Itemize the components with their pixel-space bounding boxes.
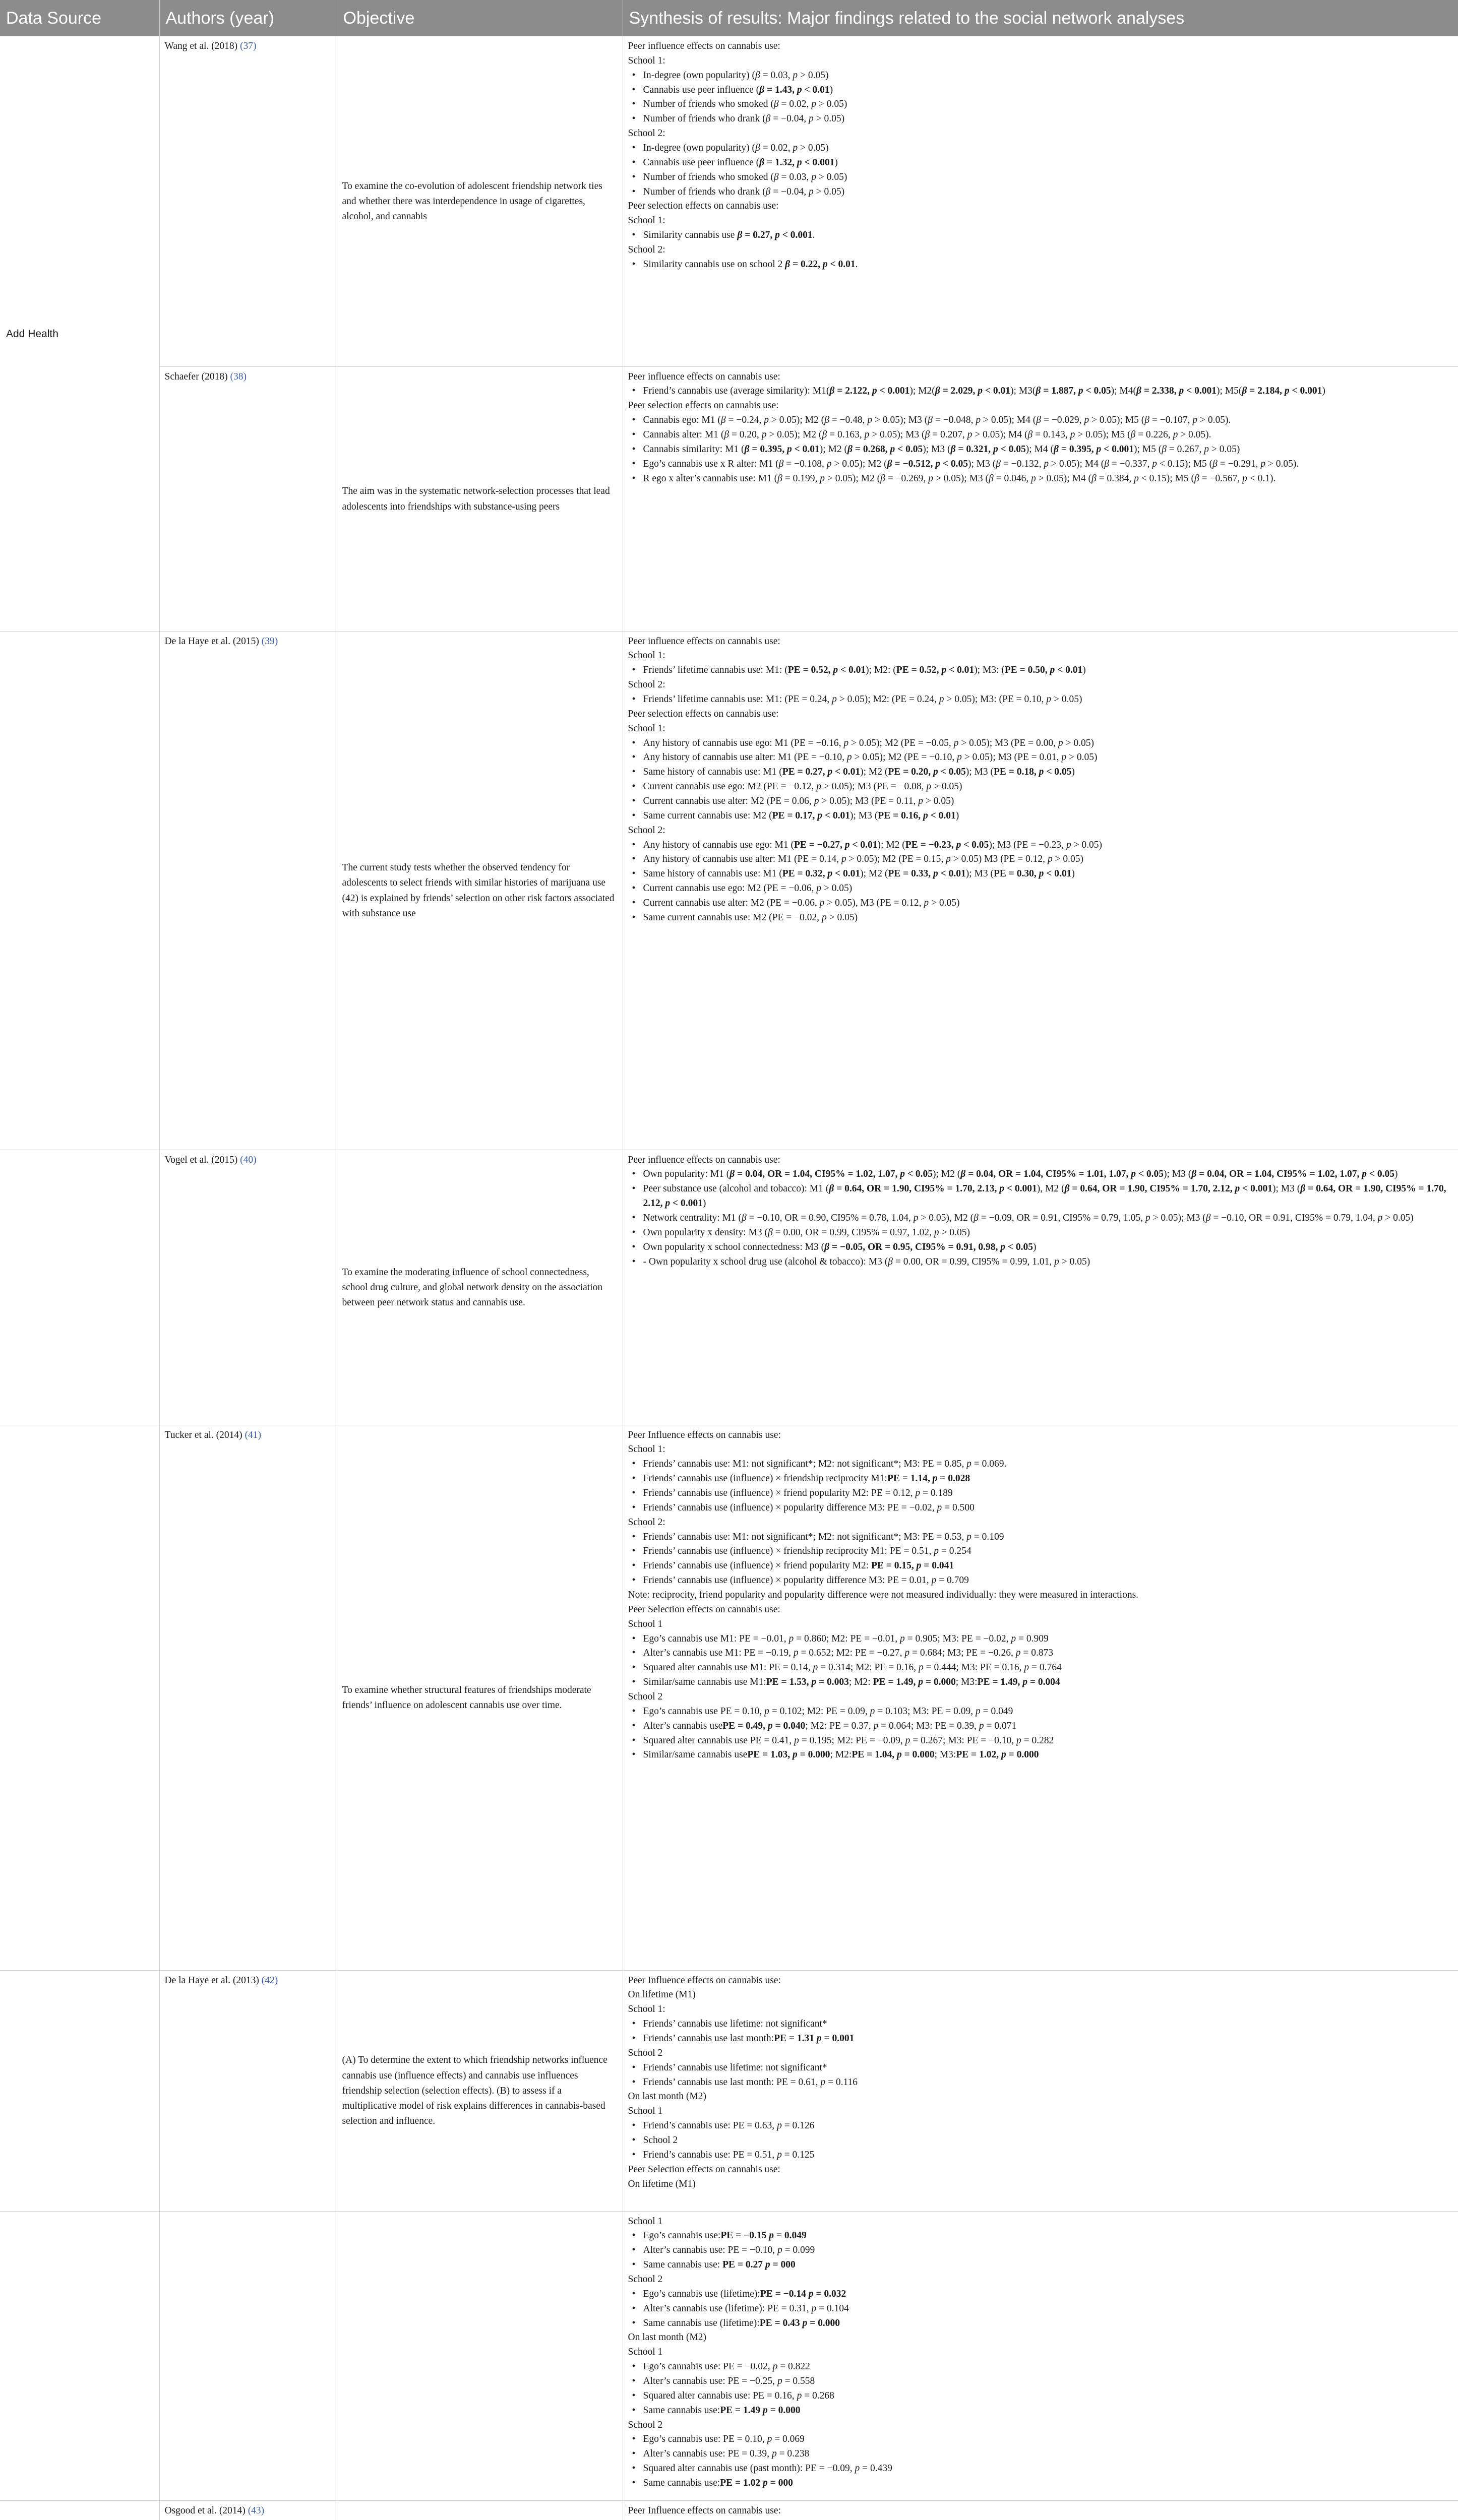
synthesis-cell bbox=[623, 2500, 1458, 2520]
finding-bullet: • Friend’s cannabis use (average similarity): M1(β = 2.122, p < 0.001); M2(β = 2.029, p < 0.01); M3(β = 1.887, p < 0.05); M4(β = 2.338, p < 0.001); M5(β = 2.184, p < 0.001) bbox=[628, 384, 1453, 399]
finding-bullet: • Same history of cannabis use: M1 (PE = 0.27, p < 0.01); M2 (PE = 0.20, p < 0.05); M3 (PE = 0.18, p < 0.05) bbox=[628, 765, 1453, 780]
author-name: De la Haye et al. (2013) bbox=[164, 1975, 259, 1986]
reference-link[interactable]: (39) bbox=[261, 636, 278, 647]
author-cell bbox=[159, 2211, 337, 2500]
reference-link[interactable]: (40) bbox=[240, 1154, 257, 1165]
data-source-cell bbox=[0, 2500, 159, 2520]
finding-bullet: • Friends’ cannabis use (influence) × friendship reciprocity M1: PE = 0.51, p = 0.254 bbox=[628, 1544, 1453, 1559]
author-cell bbox=[159, 1970, 337, 2211]
data-source-cell bbox=[0, 1150, 159, 1425]
finding-bullet: • Similar/same cannabis usePE = 1.03, p = 0.000; M2:PE = 1.04, p = 0.000; M3:PE = 1.02, p = 0.000 bbox=[628, 1748, 1453, 1762]
synthesis-cell bbox=[623, 1970, 1458, 2211]
synthesis-cell bbox=[623, 631, 1458, 1150]
finding-bullet: • Cannabis ego: M1 (β = −0.24, p > 0.05); M2 (β = −0.48, p > 0.05); M3 (β = −0.048, p > 0.05); M4 (β = −0.029, p > 0.05); M5 (β = −0.107, p > 0.05). bbox=[628, 413, 1453, 428]
finding-bullet: • Friend’s cannabis use: PE = 0.51, p = 0.125 bbox=[628, 2148, 1453, 2163]
finding-bullet: • Alter’s cannabis use (lifetime): PE = 0.31, p = 0.104 bbox=[628, 2302, 1453, 2316]
finding-text: School 2 bbox=[628, 2274, 663, 2285]
finding-text: School 1: bbox=[628, 2004, 665, 2015]
finding-bullet: • Alter’s cannabis use M1: PE = −0.19, p = 0.652; M2: PE = −0.27, p = 0.684; M3; PE = −0.26, p = 0.873 bbox=[628, 1646, 1453, 1661]
data-source-cell bbox=[0, 2211, 159, 2500]
finding-bullet: • Own popularity x density: M3 (β = 0.00, OR = 0.99, CI95% = 0.97, 1.02, p > 0.05) bbox=[628, 1226, 1453, 1240]
reference-link[interactable]: (38) bbox=[230, 371, 247, 382]
finding-bullet: • Same cannabis use (lifetime):PE = 0.43 p = 0.000 bbox=[628, 2316, 1453, 2331]
finding-text: Peer selection effects on cannabis use: bbox=[628, 201, 779, 212]
finding-bullet: • Same cannabis use: PE = 0.27 p = 000 bbox=[628, 2258, 1453, 2273]
author-name: Tucker et al. (2014) bbox=[164, 1429, 242, 1440]
finding-text: School 1: bbox=[628, 723, 665, 734]
finding-bullet: • Alter’s cannabis use: PE = −0.10, p = 0.099 bbox=[628, 2243, 1453, 2258]
finding-text: Peer Influence effects on cannabis use: bbox=[628, 2505, 781, 2516]
objective-cell bbox=[337, 366, 623, 631]
finding-bullet: • Cannabis use peer influence (β = 1.32, p < 0.001) bbox=[628, 156, 1453, 170]
finding-text: School 2: bbox=[628, 128, 665, 139]
table-row bbox=[0, 1970, 1458, 2211]
finding-bullet: • Same cannabis use:PE = 1.49 p = 0.000 bbox=[628, 2404, 1453, 2418]
synthesis-cell bbox=[623, 2211, 1458, 2500]
finding-bullet: • Network centrality: M1 (β = −0.10, OR = 0.90, CI95% = 0.78, 1.04, p > 0.05), M2 (β = −0.09, OR = 0.91, CI95% = 0.79, 1.05, p > 0.05); M3 (β = −0.10, OR = 0.91, CI95% = 0.79, 1.04, p > 0.05) bbox=[628, 1211, 1453, 1226]
author-cell bbox=[159, 2500, 337, 2520]
finding-bullet: • Ego’s cannabis use: PE = 0.10, p = 0.069 bbox=[628, 2432, 1453, 2447]
finding-bullet: • Friends’ cannabis use lifetime: not significant* bbox=[628, 2017, 1453, 2032]
finding-bullet: • Friends’ cannabis use: M1: not significant*; M2: not significant*; M3: PE = 0.53, p = 0.109 bbox=[628, 1530, 1453, 1545]
table-header-row bbox=[0, 0, 1458, 36]
finding-text: School 1: bbox=[628, 650, 665, 661]
finding-bullet: • Friends’ cannabis use (influence) × friend popularity M2: PE = 0.12, p = 0.189 bbox=[628, 1486, 1453, 1501]
finding-text: School 2: bbox=[628, 244, 665, 256]
finding-bullet: • Any history of cannabis use ego: M1 (PE = −0.27, p < 0.01); M2 (PE = −0.23, p < 0.05); M3 (PE = −0.23, p > 0.05) bbox=[628, 838, 1453, 853]
header-synthesis: Synthesis of results: Major findings related to the social network analyses bbox=[623, 0, 1458, 36]
finding-text: School 2: bbox=[628, 825, 665, 836]
finding-text: School 1 bbox=[628, 2106, 663, 2117]
finding-bullet: • Peer substance use (alcohol and tobacco): M1 (β = 0.64, OR = 1.90, CI95% = 1.70, 2.13, p < 0.001), M2 (β = 0.64, OR = 1.90, CI95% = 1.70, 2.12, p < 0.001); M3 (β = 0.64, OR = 1.90, CI95% = 1.70, 2.12, p < 0.001) bbox=[628, 1182, 1453, 1211]
finding-bullet: • Current cannabis use alter: M2 (PE = −0.06, p > 0.05), M3 (PE = 0.12, p > 0.05) bbox=[628, 896, 1453, 911]
finding-bullet: • Ego’s cannabis use M1: PE = −0.01, p = 0.860; M2: PE = −0.01, p = 0.905; M3: PE = −0.02, p = 0.909 bbox=[628, 1632, 1453, 1647]
finding-text: Peer Influence effects on cannabis use: bbox=[628, 1975, 781, 1986]
data-source-cell bbox=[0, 631, 159, 1150]
objective-text: To examine the co-evolution of adolescent friendship network ties and whether there was interdependence in usage of cigarettes, alcohol, and cannabis bbox=[342, 180, 602, 222]
finding-bullet: • Same history of cannabis use: M1 (PE = 0.32, p < 0.01); M2 (PE = 0.33, p < 0.01); M3 (PE = 0.30, p < 0.01) bbox=[628, 867, 1453, 881]
finding-bullet: • Friends’ cannabis use (influence) × popularity difference M3: PE = −0.02, p = 0.500 bbox=[628, 1501, 1453, 1516]
reference-link[interactable]: (42) bbox=[261, 1975, 278, 1986]
reference-link[interactable]: (41) bbox=[245, 1429, 262, 1440]
author-name: Wang et al. (2018) bbox=[164, 41, 238, 51]
finding-bullet: • Squared alter cannabis use M1: PE = 0.14, p = 0.314; M2: PE = 0.16, p = 0.444; M3: PE = 0.16, p = 0.764 bbox=[628, 1661, 1453, 1675]
objective-cell bbox=[337, 2500, 623, 2520]
finding-text: School 2 bbox=[628, 1691, 663, 1702]
table-row bbox=[0, 2211, 1458, 2500]
finding-bullet: • Friends’ cannabis use (influence) × friendship reciprocity M1:PE = 1.14, p = 0.028 bbox=[628, 1472, 1453, 1486]
synthesis-cell bbox=[623, 1150, 1458, 1425]
table-body bbox=[0, 36, 1458, 2520]
finding-text: Peer selection effects on cannabis use: bbox=[628, 708, 779, 719]
finding-bullet: • Alter’s cannabis use: PE = 0.39, p = 0.238 bbox=[628, 2447, 1453, 2462]
finding-bullet: • Cannabis similarity: M1 (β = 0.395, p < 0.01); M2 (β = 0.268, p < 0.05); M3 (β = 0.321, p < 0.05); M4 (β = 0.395, p < 0.001); M5 (β = 0.267, p > 0.05) bbox=[628, 443, 1453, 457]
finding-text: On lifetime (M1) bbox=[628, 2178, 696, 2189]
finding-bullet: • Number of friends who smoked (β = 0.03, p > 0.05) bbox=[628, 170, 1453, 185]
finding-text: On last month (M2) bbox=[628, 2332, 706, 2343]
reference-link[interactable]: (43) bbox=[248, 2505, 265, 2516]
data-source-cell bbox=[0, 36, 159, 631]
table-row bbox=[0, 631, 1458, 1150]
finding-bullet: • Current cannabis use ego: M2 (PE = −0.12, p > 0.05); M3 (PE = −0.08, p > 0.05) bbox=[628, 780, 1453, 794]
finding-text: School 2 bbox=[628, 2419, 663, 2430]
header-authors: Authors (year) bbox=[159, 0, 337, 36]
table-row bbox=[0, 1425, 1458, 1970]
table-row bbox=[0, 366, 1458, 631]
objective-cell bbox=[337, 1150, 623, 1425]
finding-bullet: • Friends’ lifetime cannabis use: M1: (PE = 0.52, p < 0.01); M2: (PE = 0.52, p < 0.01); M3: (PE = 0.50, p < 0.01) bbox=[628, 663, 1453, 678]
finding-bullet: • Similarity cannabis use on school 2 β = 0.22, p < 0.01. bbox=[628, 258, 1453, 272]
finding-bullet: • Similar/same cannabis use M1:PE = 1.53, p = 0.003; M2: PE = 1.49, p = 0.000; M3:PE = 1.49, p = 0.004 bbox=[628, 1675, 1453, 1690]
finding-text: School 1: bbox=[628, 55, 665, 66]
finding-text: Peer selection effects on cannabis use: bbox=[628, 400, 779, 411]
finding-text: Peer influence effects on cannabis use: bbox=[628, 371, 780, 382]
author-name: Schaefer (2018) bbox=[164, 371, 228, 382]
finding-text: Peer influence effects on cannabis use: bbox=[628, 41, 780, 51]
finding-text: School 2 bbox=[628, 2047, 663, 2058]
finding-bullet: • Same current cannabis use: M2 (PE = −0.02, p > 0.05) bbox=[628, 911, 1453, 925]
author-cell bbox=[159, 36, 337, 366]
finding-text: Peer influence effects on cannabis use: bbox=[628, 636, 780, 647]
finding-bullet: • Squared alter cannabis use (past month): PE = −0.09, p = 0.439 bbox=[628, 2462, 1453, 2476]
finding-bullet: • Friends’ cannabis use last month:PE = 1.31 p = 0.001 bbox=[628, 2032, 1453, 2046]
finding-bullet: • Alter’s cannabis use: PE = −0.25, p = 0.558 bbox=[628, 2374, 1453, 2389]
finding-text: School 1: bbox=[628, 1444, 665, 1455]
table-row bbox=[0, 2500, 1458, 2520]
finding-text: School 1 bbox=[628, 1618, 663, 1629]
finding-bullet: • Own popularity: M1 (β = 0.04, OR = 1.04, CI95% = 1.02, 1.07, p < 0.05); M2 (β = 0.04, OR = 1.04, CI95% = 1.01, 1.07, p < 0.05); M3 (β = 0.04, OR = 1.04, CI95% = 1.02, 1.07, p < 0.05) bbox=[628, 1167, 1453, 1182]
finding-bullet: • Friends’ cannabis use lifetime: not significant* bbox=[628, 2061, 1453, 2075]
finding-bullet: • Friends’ cannabis use last month: PE = 0.61, p = 0.116 bbox=[628, 2075, 1453, 2090]
finding-bullet: • Number of friends who drank (β = −0.04, p > 0.05) bbox=[628, 112, 1453, 127]
objective-text: To examine the moderating influence of school connectedness, school drug culture, and global network density on the association between peer network status and cannabis use. bbox=[342, 1267, 603, 1308]
finding-bullet: • Number of friends who smoked (β = 0.02, p > 0.05) bbox=[628, 97, 1453, 112]
finding-bullet: • Same cannabis use:PE = 1.02 p = 000 bbox=[628, 2476, 1453, 2491]
header-data-source: Data Source bbox=[0, 0, 159, 36]
finding-text: On last month (M2) bbox=[628, 2091, 706, 2102]
finding-text: Note: reciprocity, friend popularity and popularity difference were not measured individually: they were measured in interactions. bbox=[628, 1589, 1139, 1600]
author-cell bbox=[159, 631, 337, 1150]
finding-bullet: • Same current cannabis use: M2 (PE = 0.17, p < 0.01); M3 (PE = 0.16, p < 0.01) bbox=[628, 809, 1453, 824]
header-objective: Objective bbox=[337, 0, 623, 36]
finding-text: School 1: bbox=[628, 215, 665, 226]
author-cell bbox=[159, 1425, 337, 1970]
finding-bullet: • Number of friends who drank (β = −0.04, p > 0.05) bbox=[628, 185, 1453, 200]
finding-bullet: • Friends’ cannabis use (influence) × friend popularity M2: PE = 0.15, p = 0.041 bbox=[628, 1559, 1453, 1573]
finding-bullet: • Own popularity x school connectedness: M3 (β = −0.05, OR = 0.95, CI95% = 0.91, 0.98, p < 0.05) bbox=[628, 1240, 1453, 1255]
finding-bullet: • Friend’s cannabis use: PE = 0.63, p = 0.126 bbox=[628, 2119, 1453, 2133]
finding-bullet: • Similarity cannabis use β = 0.27, p < 0.001. bbox=[628, 228, 1453, 243]
reference-link[interactable]: (37) bbox=[240, 41, 257, 51]
finding-text: Peer influence effects on cannabis use: bbox=[628, 1154, 780, 1165]
finding-bullet: • In-degree (own popularity) (β = 0.03, p > 0.05) bbox=[628, 69, 1453, 83]
finding-bullet: • Cannabis use peer influence (β = 1.43, p < 0.01) bbox=[628, 83, 1453, 98]
author-name: De la Haye et al. (2015) bbox=[164, 636, 259, 647]
finding-bullet: • Squared alter cannabis use PE = 0.41, p = 0.195; M2: PE = −0.09, p = 0.267; M3: PE = −0.10, p = 0.282 bbox=[628, 1734, 1453, 1748]
finding-bullet: • Squared alter cannabis use: PE = 0.16, p = 0.268 bbox=[628, 2389, 1453, 2404]
finding-bullet: • Alter’s cannabis usePE = 0.49, p = 0.040; M2: PE = 0.37, p = 0.064; M3: PE = 0.39, p = 0.071 bbox=[628, 1719, 1453, 1734]
objective-cell bbox=[337, 36, 623, 366]
data-source-cell bbox=[0, 1970, 159, 2211]
finding-bullet: • Cannabis alter: M1 (β = 0.20, p > 0.05); M2 (β = 0.163, p > 0.05); M3 (β = 0.207, p > 0.05); M4 (β = 0.143, p > 0.05); M5 (β = 0.226, p > 0.05). bbox=[628, 428, 1453, 443]
synthesis-cell bbox=[623, 36, 1458, 366]
finding-text: School 2: bbox=[628, 679, 665, 690]
finding-text: Peer Selection effects on cannabis use: bbox=[628, 1604, 780, 1615]
finding-bullet: • Friends’ cannabis use (influence) × popularity difference M3: PE = 0.01, p = 0.709 bbox=[628, 1573, 1453, 1588]
finding-text: Peer Selection effects on cannabis use: bbox=[628, 2164, 780, 2175]
finding-bullet bbox=[628, 2518, 1453, 2520]
finding-bullet: • - Own popularity x school drug use (alcohol & tobacco): M3 (β = 0.00, OR = 0.99, CI95% = 0.99, 1.01, p > 0.05) bbox=[628, 1255, 1453, 1270]
finding-bullet: • Ego’s cannabis use:PE = −0.15 p = 0.049 bbox=[628, 2229, 1453, 2243]
data-source-cell bbox=[0, 1425, 159, 1970]
author-name: Vogel et al. (2015) bbox=[164, 1154, 238, 1165]
objective-text: (A) To determine the extent to which friendship networks influence cannabis use (influence effects) and cannabis use influences friendship selection (selection effects). (B) to assess if a multiplicative model of risk explains differences in cannabis-based selection and influence. bbox=[342, 2055, 608, 2127]
finding-bullet: • Ego’s cannabis use: PE = −0.02, p = 0.822 bbox=[628, 2360, 1453, 2374]
table-row bbox=[0, 36, 1458, 366]
synthesis-cell bbox=[623, 1425, 1458, 1970]
finding-text: School 1 bbox=[628, 2347, 663, 2358]
finding-text: Peer Influence effects on cannabis use: bbox=[628, 1429, 781, 1440]
author-name: Osgood et al. (2014) bbox=[164, 2505, 246, 2516]
author-cell bbox=[159, 366, 337, 631]
author-cell bbox=[159, 1150, 337, 1425]
finding-bullet: • In-degree (own popularity) (β = 0.02, p > 0.05) bbox=[628, 141, 1453, 156]
finding-bullet: • Current cannabis use ego: M2 (PE = −0.06, p > 0.05) bbox=[628, 881, 1453, 896]
finding-bullet: • Ego’s cannabis use x R alter: M1 (β = −0.108, p > 0.05); M2 (β = −0.512, p < 0.05); M3 (β = −0.132, p > 0.05); M4 (β = −0.337, p < 0.15); M5 (β = −0.291, p > 0.05). bbox=[628, 457, 1453, 472]
objective-cell bbox=[337, 2211, 623, 2500]
objective-cell bbox=[337, 1425, 623, 1970]
finding-bullet: • Current cannabis use alter: M2 (PE = 0.06, p > 0.05); M3 (PE = 0.11, p > 0.05) bbox=[628, 794, 1453, 809]
objective-text: The current study tests whether the observed tendency for adolescents to select friends with similar histories of marijuana use (42) is explained by friends’ selection on other risk factors associated with substance use bbox=[342, 862, 615, 919]
objective-cell bbox=[337, 631, 623, 1150]
finding-bullet: • R ego x alter’s cannabis use: M1 (β = 0.199, p > 0.05); M2 (β = −0.269, p > 0.05); M3 (β = 0.046, p > 0.05); M4 (β = 0.384, p < 0.15); M5 (β = −0.567, p < 0.1). bbox=[628, 472, 1453, 486]
objective-text: To examine whether structural features of friendships moderate friends’ influence on adolescent cannabis use over time. bbox=[342, 1684, 591, 1711]
finding-bullet: • Any history of cannabis use alter: M1 (PE = 0.14, p > 0.05); M2 (PE = 0.15, p > 0.05) M3 (PE = 0.12, p > 0.05) bbox=[628, 852, 1453, 867]
synthesis-cell bbox=[623, 366, 1458, 631]
finding-bullet: • School 2 bbox=[628, 2133, 1453, 2148]
finding-bullet: • Any history of cannabis use ego: M1 (PE = −0.16, p > 0.05); M2 (PE = −0.05, p > 0.05); M3 (PE = 0.00, p > 0.05) bbox=[628, 736, 1453, 751]
finding-bullet: • Friends’ lifetime cannabis use: M1: (PE = 0.24, p > 0.05); M2: (PE = 0.24, p > 0.05); M3: (PE = 0.10, p > 0.05) bbox=[628, 692, 1453, 707]
table-row bbox=[0, 1150, 1458, 1425]
finding-bullet: • Any history of cannabis use alter: M1 (PE = −0.10, p > 0.05); M2 (PE = −0.10, p > 0.05); M3 (PE = 0.01, p > 0.05) bbox=[628, 750, 1453, 765]
ds-add-health: Add Health bbox=[6, 328, 58, 340]
objective-text: The aim was in the systematic network-selection processes that lead adolescents into friendships with substance-using peers bbox=[342, 486, 610, 512]
finding-text: School 1 bbox=[628, 2216, 663, 2227]
finding-text: On lifetime (M1) bbox=[628, 1989, 696, 2000]
finding-bullet: • Ego’s cannabis use (lifetime):PE = −0.14 p = 0.032 bbox=[628, 2287, 1453, 2302]
finding-bullet: • Friends’ cannabis use: M1: not significant*; M2: not significant*; M3: PE = 0.85, p = 0.069. bbox=[628, 1457, 1453, 1472]
finding-bullet: • Ego’s cannabis use PE = 0.10, p = 0.102; M2: PE = 0.09, p = 0.103; M3: PE = 0.09, p = 0.049 bbox=[628, 1705, 1453, 1719]
objective-cell bbox=[337, 1970, 623, 2211]
finding-text: School 2: bbox=[628, 1517, 665, 1528]
